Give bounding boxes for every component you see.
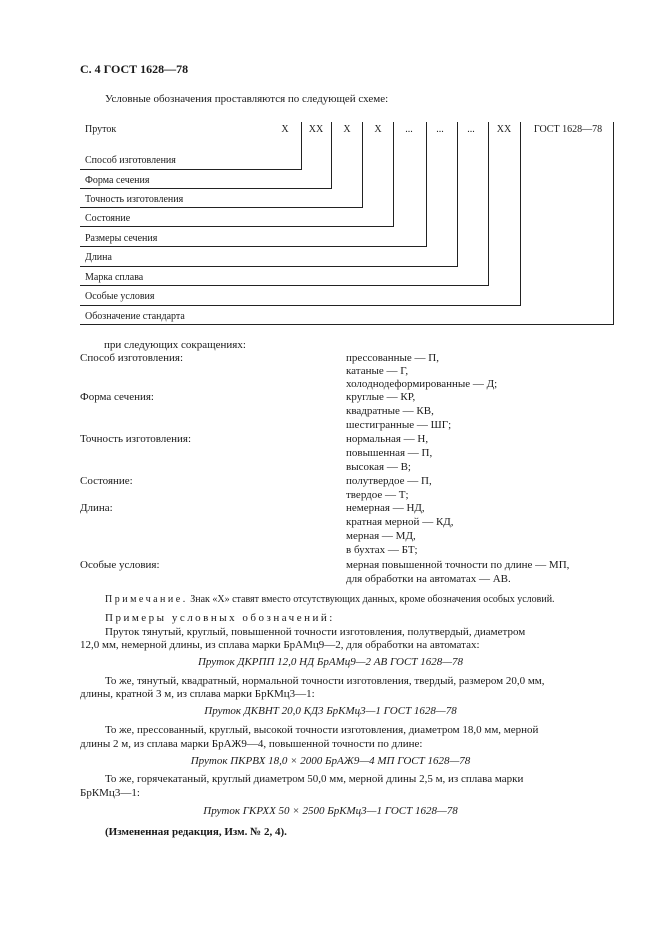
- abbr-value: повышенная — П,: [346, 447, 433, 459]
- scheme-label: Точность изготовления: [85, 194, 184, 205]
- page-header: С. 4 ГОСТ 1628—78: [80, 62, 189, 76]
- examples-title: Примеры условных обозначений:: [105, 612, 335, 624]
- example-designation: Пруток ДКВНТ 20,0 КД3 БрКМц3—1 ГОСТ 1628—78: [204, 705, 457, 717]
- scheme-label: Способ изготовления: [85, 155, 176, 166]
- abbr-value: кратная мерной — КД,: [346, 516, 454, 528]
- abbr-category: Способ изготовления:: [80, 352, 184, 364]
- abbr-value: холоднодеформированные — Д;: [346, 378, 498, 390]
- intro-text: Условные обозначения проставляются по следующей схеме:: [105, 93, 389, 105]
- example-line: длины, кратной 3 м, из сплава марки БрКМц3—1:: [80, 688, 315, 700]
- example-line: БрКМц3—1:: [80, 787, 140, 799]
- abbr-value: в бухтах — БТ;: [346, 544, 418, 556]
- scheme-label: Длина: [85, 252, 112, 263]
- example-line: 12,0 мм, немерной длины, из сплава марки БрАМц9—2, для обработки на автоматах:: [80, 639, 480, 651]
- scheme-cell: ХХ: [308, 124, 324, 135]
- scheme-cell-standard: ГОСТ 1628—78: [533, 124, 603, 135]
- scheme-label: Состояние: [85, 213, 131, 224]
- abbr-value: немерная — НД,: [346, 502, 425, 514]
- abbr-value: для обработки на автоматах — АВ.: [346, 573, 511, 585]
- abbr-category: Форма сечения:: [80, 391, 154, 403]
- note: [105, 594, 555, 605]
- note-label: Примечание.: [105, 594, 188, 605]
- revision-note: (Измененная редакция, Изм. № 2, 4).: [105, 826, 287, 838]
- example-line: То же, тянутый, квадратный, нормальной точности изготовления, твердый, размером 20,0 мм,: [105, 675, 545, 687]
- abbr-value: круглые — КР,: [346, 391, 416, 403]
- abbr-value: нормальная — Н,: [346, 433, 429, 445]
- scheme-label: Форма сечения: [85, 175, 150, 186]
- example-line: Пруток тянутый, круглый, повышенной точности изготовления, полутвердый, диаметром: [105, 626, 526, 638]
- abbr-value: катаные — Г,: [346, 365, 409, 377]
- example-designation: Пруток ГКРХХ 50 × 2500 БрКМц3—1 ГОСТ 1628—78: [203, 805, 458, 817]
- scheme-cell: ...: [405, 124, 413, 135]
- scheme-label: Размеры сечения: [85, 233, 158, 244]
- example-designation: Пруток ДКРПП 12,0 НД БрАМц9—2 АВ ГОСТ 1628—78: [197, 656, 463, 668]
- abbr-value: твердое — Т;: [346, 489, 409, 501]
- scheme-cell: ...: [436, 124, 444, 135]
- abbr-category: Длина:: [80, 502, 113, 514]
- example-line: То же, прессованный, круглый, высокой точности изготовления, диаметром 18,0 мм, мерной: [105, 724, 539, 736]
- abbr-value: мерная повышенной точности по длине — МП,: [346, 559, 570, 571]
- abbr-intro: при следующих сокращениях:: [104, 339, 246, 351]
- example-line: длины 2 м, из сплава марки БрАЖ9—4, повышенной точности по длине:: [80, 738, 423, 750]
- scheme-cell: Х: [281, 124, 289, 135]
- abbr-category: Состояние:: [80, 475, 133, 487]
- abbr-value: квадратные — КВ,: [346, 405, 434, 417]
- scheme-label: Марка сплава: [85, 272, 144, 283]
- abbr-value: высокая — В;: [346, 461, 411, 473]
- note-text: Знак «Х» ставят вместо отсутствующих данных, кроме обозначения особых условий.: [190, 594, 555, 605]
- scheme-cell: ...: [467, 124, 475, 135]
- scheme-label: Обозначение стандарта: [85, 311, 185, 322]
- example-designation: Пруток ПКРВХ 18,0 × 2000 БрАЖ9—4 МП ГОСТ 1628—78: [190, 755, 471, 767]
- abbr-category: Точность изготовления:: [80, 433, 192, 445]
- abbr-value: шестигранные — ШГ;: [346, 419, 452, 431]
- scheme-product: Пруток: [85, 124, 117, 135]
- scheme-cell: ХХ: [496, 124, 512, 135]
- abbr-value: мерная — МД,: [346, 530, 416, 542]
- abbr-value: полутвердое — П,: [346, 475, 432, 487]
- scheme-label: Особые условия: [85, 291, 155, 302]
- abbr-value: прессованные — П,: [346, 352, 439, 364]
- scheme-cell: Х: [374, 124, 382, 135]
- abbr-category: Особые условия:: [80, 559, 160, 571]
- scheme-cell: Х: [343, 124, 351, 135]
- example-line: То же, горячекатаный, круглый диаметром 50,0 мм, мерной длины 2,5 м, из сплава марки: [105, 773, 524, 785]
